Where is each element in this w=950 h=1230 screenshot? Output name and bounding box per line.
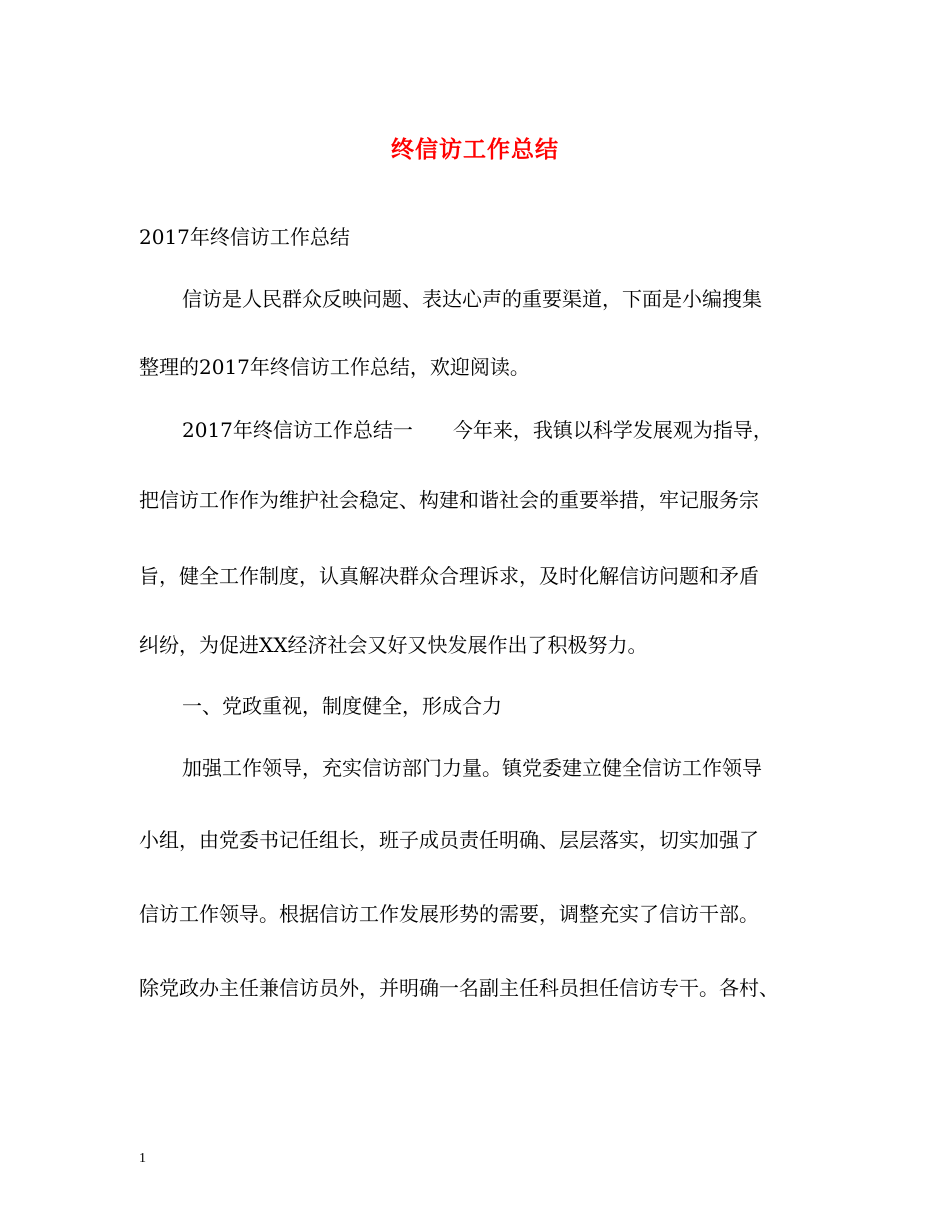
body-line: 除党政办主任兼信访员外，并明确一名副主任科员担任信访专干。各村、 — [139, 976, 779, 1000]
body-line: 2017年终信访工作总结一 今年来，我镇以科学发展观为指导， — [182, 418, 773, 442]
body-line: 加强工作领导，充实信访部门力量。镇党委建立健全信访工作领导 — [182, 756, 762, 780]
body-line: 整理的2017年终信访工作总结，欢迎阅读。 — [139, 355, 530, 379]
document-title: 终信访工作总结 — [391, 136, 559, 163]
body-line: 把信访工作作为维护社会稳定、构建和谐社会的重要举措，牢记服务宗 — [139, 488, 759, 512]
section-heading: 一、党政重视，制度健全，形成合力 — [182, 694, 502, 718]
body-line: 纠纷，为促进XX经济社会又好又快发展作出了积极努力。 — [139, 633, 648, 657]
page-number: 1 — [139, 1151, 146, 1166]
body-line: 旨，健全工作制度，认真解决群众合理诉求，及时化解信访问题和矛盾 — [139, 564, 759, 588]
body-line: 信访是人民群众反映问题、表达心声的重要渠道，下面是小编搜集 — [182, 287, 762, 311]
body-line: 小组，由党委书记任组长，班子成员责任明确、层层落实，切实加强了 — [139, 828, 759, 852]
body-line: 信访工作领导。根据信访工作发展形势的需要，调整充实了信访干部。 — [139, 902, 759, 926]
subtitle-line: 2017年终信访工作总结 — [139, 225, 350, 249]
